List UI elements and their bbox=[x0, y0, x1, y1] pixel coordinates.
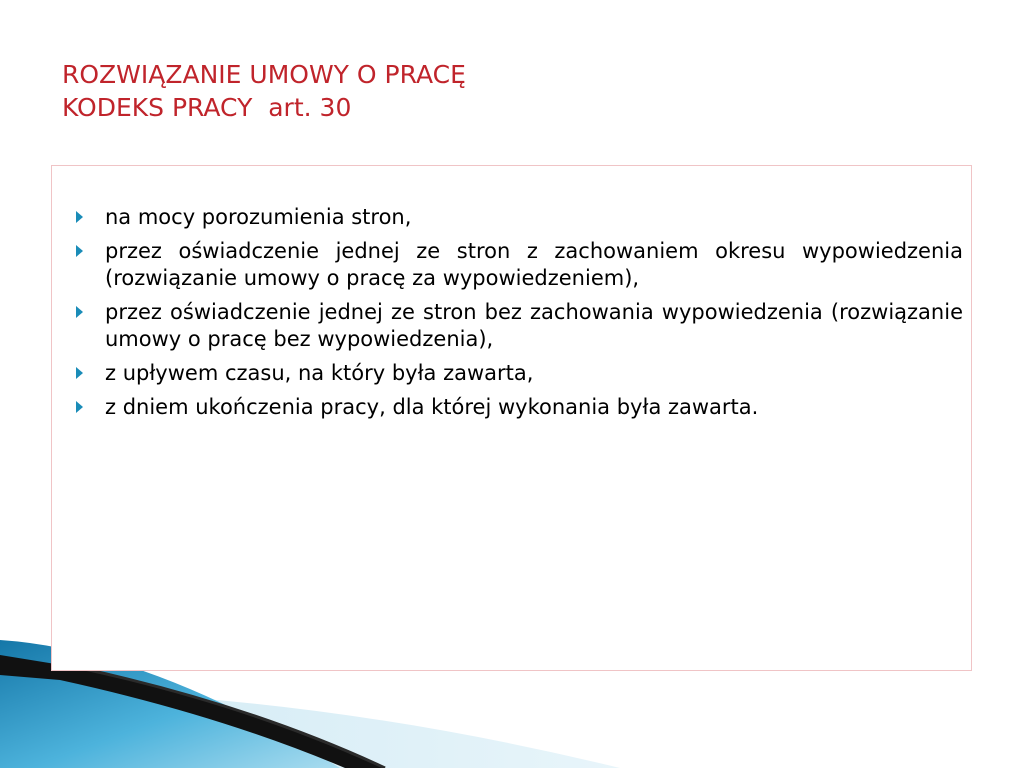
bullet-text: przez oświadczenie jednej ze stron bez zachowania wypowiedzenia (rozwiązanie umowy o pracę bez wypowiedzenia), bbox=[105, 300, 963, 351]
content-box bbox=[51, 165, 972, 671]
triangle-bullet-icon bbox=[76, 401, 83, 413]
bullet-list bbox=[72, 204, 963, 428]
bullet-text: na mocy porozumienia stron, bbox=[105, 205, 412, 229]
bullet-text: z upływem czasu, na który była zawarta, bbox=[105, 361, 534, 385]
triangle-bullet-icon bbox=[76, 211, 83, 223]
triangle-bullet-icon bbox=[76, 306, 83, 318]
triangle-bullet-icon bbox=[76, 367, 83, 379]
bullet-text: z dniem ukończenia pracy, dla której wykonania była zawarta. bbox=[105, 395, 759, 419]
slide-title bbox=[62, 58, 466, 124]
swoosh-dark-line bbox=[80, 668, 385, 768]
list-item bbox=[72, 299, 963, 353]
slide-title-line-2: KODEKS PRACY art. 30 bbox=[62, 93, 352, 122]
bullet-text: przez oświadczenie jednej ze stron z zachowaniem okresu wypowiedzenia (rozwiązanie umowy o pracę za wypowiedzeniem), bbox=[105, 239, 963, 290]
list-item bbox=[72, 360, 963, 387]
swoosh-pale bbox=[0, 690, 620, 768]
list-item bbox=[72, 204, 963, 231]
list-item bbox=[72, 394, 963, 421]
swoosh-black bbox=[0, 655, 385, 768]
list-item bbox=[72, 238, 963, 292]
slide-title-line-1: ROZWIĄZANIE UMOWY O PRACĘ bbox=[62, 60, 466, 89]
triangle-bullet-icon bbox=[76, 245, 83, 257]
